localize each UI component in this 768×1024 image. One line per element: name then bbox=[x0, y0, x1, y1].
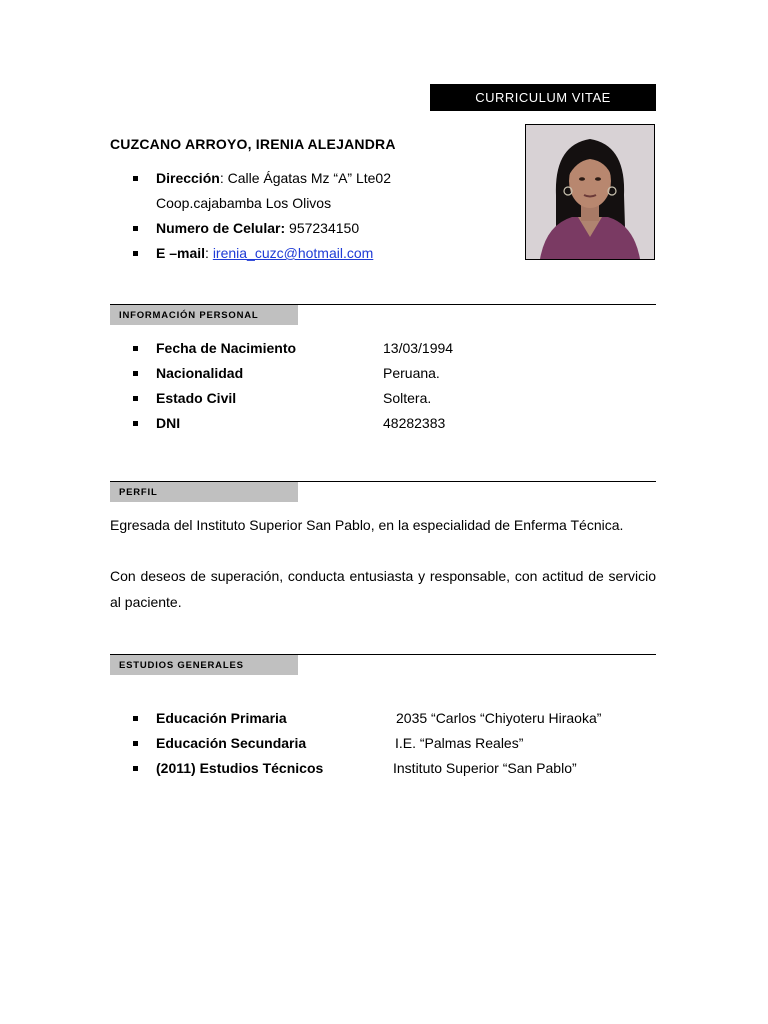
secondary-education-label: Educación Secundaria bbox=[156, 735, 307, 751]
address-label: Dirección bbox=[156, 170, 220, 186]
section-heading-profile: PERFIL bbox=[110, 482, 298, 502]
cv-title-banner bbox=[430, 84, 656, 111]
birthdate-label: Fecha de Nacimiento bbox=[156, 340, 297, 356]
civil-status-value: Soltera. bbox=[383, 390, 432, 406]
address-line-2: Coop.cajabamba Los Olivos bbox=[156, 195, 332, 211]
dni-value: 48282383 bbox=[383, 415, 446, 431]
applicant-photo bbox=[525, 124, 655, 260]
birthdate-value: 13/03/1994 bbox=[383, 340, 454, 356]
cv-title: CURRICULUM VITAE bbox=[475, 90, 611, 105]
phone-line bbox=[156, 220, 359, 236]
bullet-icon bbox=[133, 766, 138, 771]
technical-studies-value: Instituto Superior “San Pablo” bbox=[393, 760, 577, 776]
email-line bbox=[156, 245, 373, 261]
bullet-icon bbox=[133, 396, 138, 401]
primary-education-label: Educación Primaria bbox=[156, 710, 287, 726]
bullet-icon bbox=[133, 371, 138, 376]
bullet-icon bbox=[133, 741, 138, 746]
portrait-image bbox=[526, 125, 654, 259]
email-label: E –mail bbox=[156, 245, 206, 261]
bullet-icon bbox=[133, 716, 138, 721]
section-heading-personal: INFORMACIÓN PERSONAL bbox=[110, 305, 298, 325]
primary-education-value: 2035 “Carlos “Chiyoteru Hiraoka” bbox=[396, 710, 602, 726]
civil-status-label: Estado Civil bbox=[156, 390, 237, 406]
email-separator: : bbox=[205, 245, 213, 261]
bullet-icon bbox=[133, 421, 138, 426]
bullet-icon bbox=[133, 226, 138, 231]
email-link[interactable]: irenia_cuzc@hotmail.com bbox=[212, 245, 374, 261]
secondary-education-value: I.E. “Palmas Reales” bbox=[395, 735, 524, 751]
dni-label: DNI bbox=[156, 415, 181, 431]
technical-studies-label: (2011) Estudios Técnicos bbox=[156, 760, 324, 776]
section-heading-education: ESTUDIOS GENERALES bbox=[110, 655, 298, 675]
nationality-label: Nacionalidad bbox=[156, 365, 244, 381]
phone-value: 957234150 bbox=[285, 220, 360, 236]
address-line bbox=[156, 170, 391, 186]
profile-paragraph-2: Con deseos de superación, conducta entusiasta y responsable, con actitud de servicio al paciente. bbox=[110, 568, 656, 610]
applicant-name: CUZCANO ARROYO, IRENIA ALEJANDRA bbox=[110, 136, 396, 152]
bullet-icon bbox=[133, 251, 138, 256]
phone-label: Numero de Celular: bbox=[156, 220, 286, 236]
profile-paragraph-1: Egresada del Instituto Superior San Pablo, en la especialidad de Enferma Técnica. bbox=[110, 517, 624, 533]
nationality-value: Peruana. bbox=[383, 365, 440, 381]
address-value: : Calle Ágatas Mz “A” Lte02 bbox=[219, 170, 391, 186]
bullet-icon bbox=[133, 176, 138, 181]
bullet-icon bbox=[133, 346, 138, 351]
